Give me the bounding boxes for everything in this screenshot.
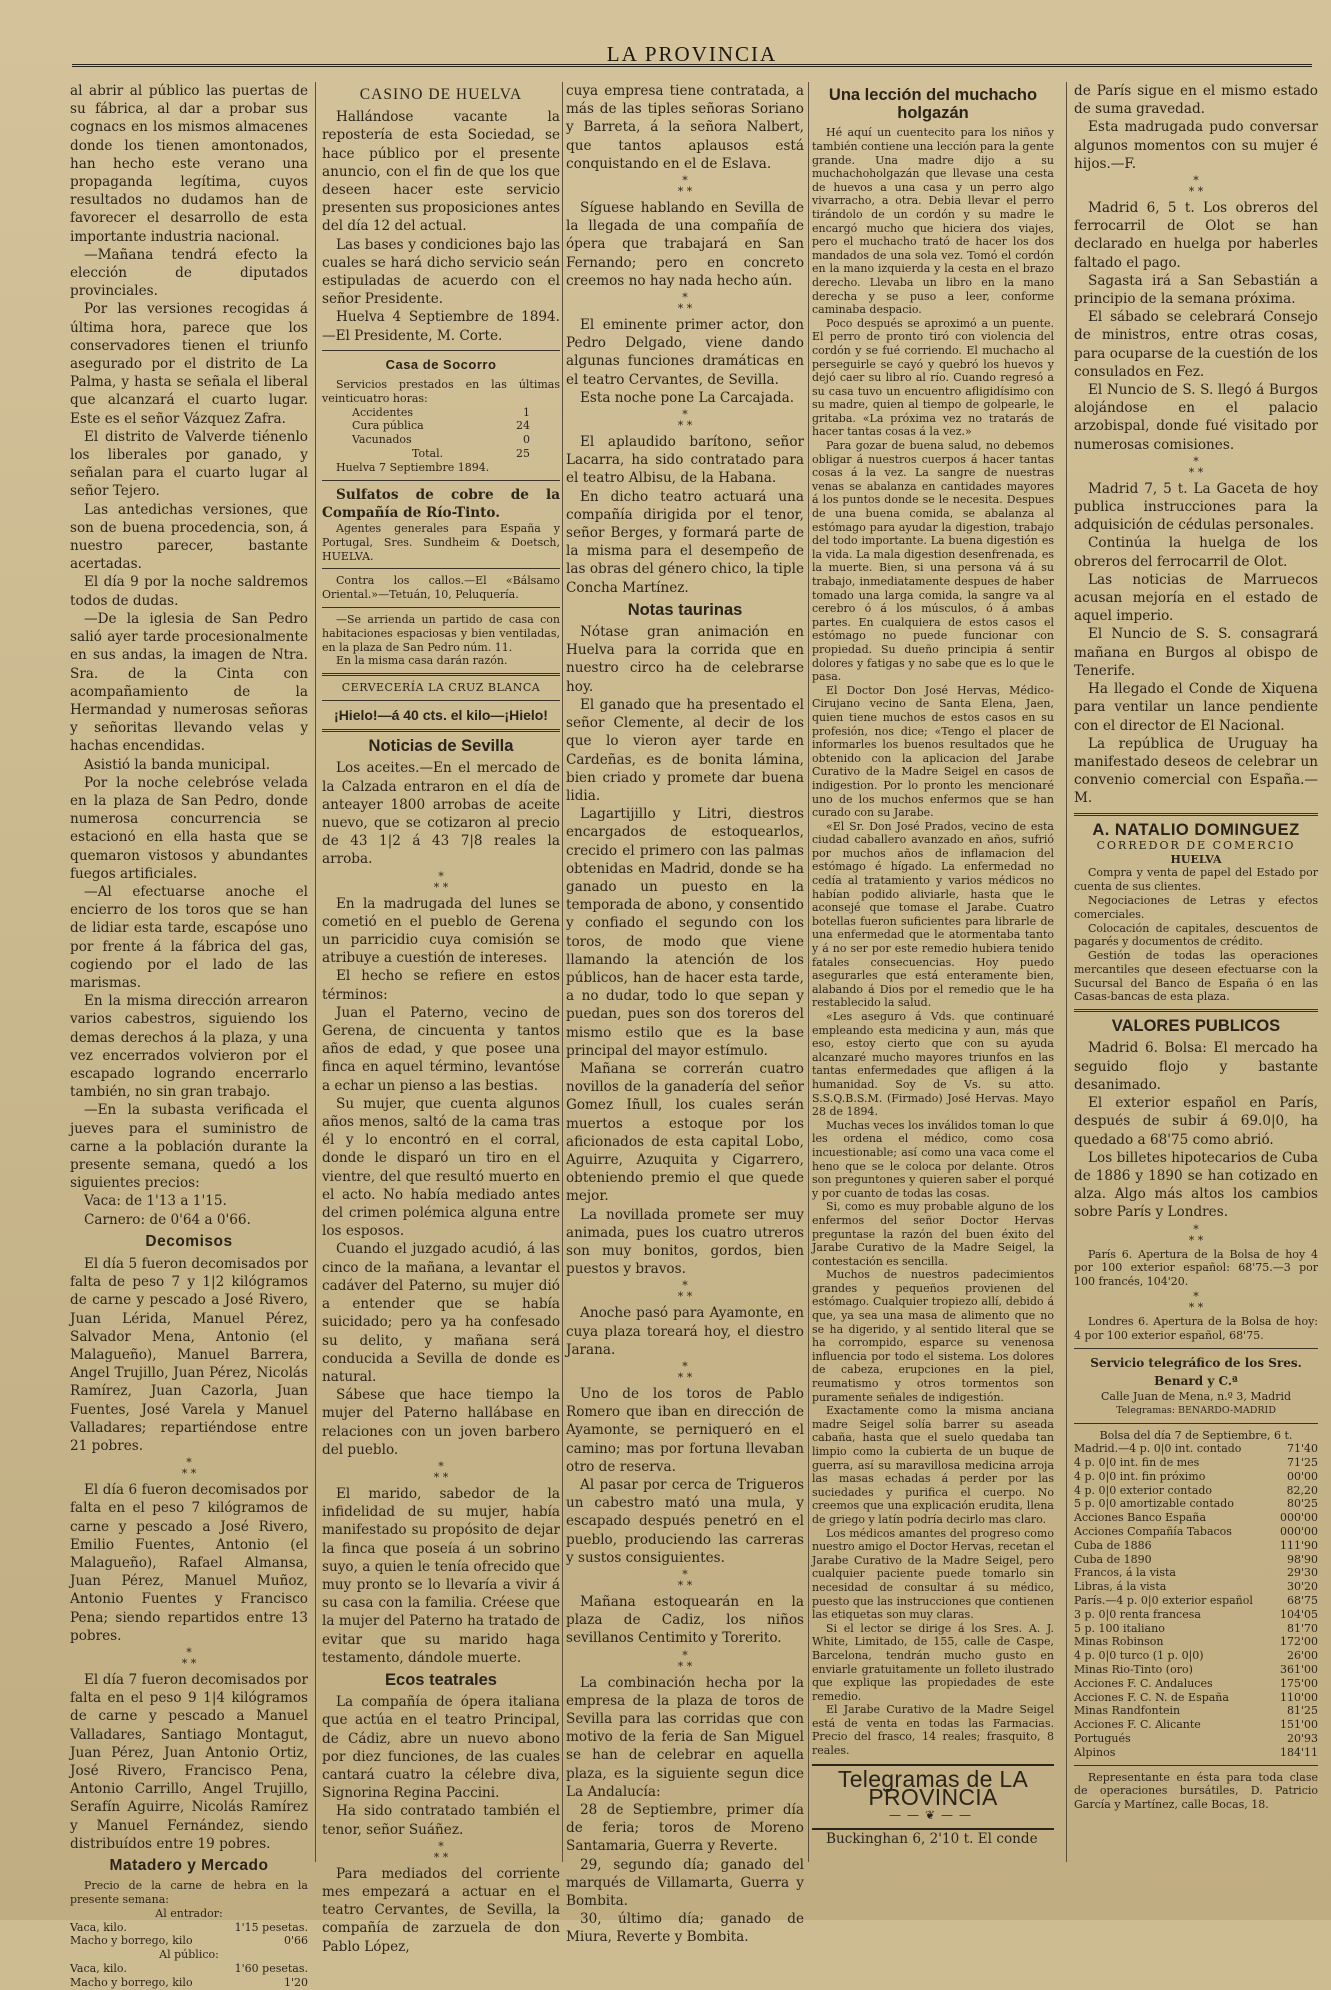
paragraph: París 6. Apertura de la Bolsa de hoy 4 por 100 exterior español: 68'75.—3 por 100 francés, 104'20. [1074, 1247, 1318, 1289]
section-heading-decomisos: Decomisos [145, 1232, 233, 1250]
paragraph: Lagartijillo y Litri, diestros encargados de estoquearlos, crecido el primero con las palmas obtenidas en Madrid, donde se ha ganado un puesto en la temporada de abono, y consentido y confiado el segundo con los toros, de modo que viene llamando la atención de los públicos, han de hacer esta tarde, a no dudar, todo lo que sepan y puedan, pues son dos toreros del mismo estilo que es la base principal del mayor estímulo. [566, 806, 804, 1059]
divider [322, 480, 560, 481]
divider [1074, 1423, 1318, 1424]
bolsa-label: Francos, á la vista [1074, 1566, 1176, 1580]
bolsa-label: París.—4 p. 0|0 exterior español [1074, 1594, 1253, 1608]
paragraph: Las noticias de Marruecos acusan mejoría en el estado de aquel imperio. [1074, 571, 1318, 625]
asterism: * * * [1188, 1222, 1204, 1247]
bolsa-row [1074, 1442, 1318, 1456]
paragraph: —De la iglesia de San Pedro salió ayer tarde procesionalmente en sus andas, la imagen de Ntra. Sra. de la Cinta con acompañamiento de la Hermandad y numerosas señoras y señoritas llevando velas y hachas encendidas. [70, 610, 308, 755]
price-value: 1'20 [283, 1975, 308, 1989]
paragraph: El Nuncio de S. S. llegó á Burgos alojándose en el palacio arzobispal, donde fué visitado por numerosas comisiones. [1074, 382, 1318, 453]
paragraph: El distrito de Valverde tiénenlo los liberales por ganado, y señalan para el cuarto lugar al señor Tejero. [70, 428, 308, 500]
price-label: Macho y borrego, kilo [70, 1934, 193, 1948]
paragraph: Sábese que hace tiempo la mujer del Paterno hallábase en relaciones con un joven barbero del pueblo. [322, 1387, 560, 1458]
paragraph: —Se arrienda un partido de casa con habitaciones espaciosas y bien ventiladas, en la plaza de San Pedro núm. 11. [322, 613, 560, 654]
telegramas-header [812, 1764, 1054, 1831]
bolsa-row [1074, 1470, 1318, 1484]
cerveceria-heading: CERVECERÍA LA CRUZ BLANCA [341, 681, 541, 695]
paragraph: Cuando el juzgado acudió, á las cinco de la mañana, a levantar el cadáver del Paterno, su mujer dió a entender que se había suicidado; pero ya ha confesado su delito, y mañana será conducida a Sevilla de donde es natural. [322, 1241, 560, 1385]
paragraph: Continúa la huelga de los obreros del ferrocarril de Olot. [1074, 535, 1318, 570]
asterism: * * * [433, 1839, 449, 1864]
column-4 [812, 82, 1054, 1862]
bolsa-row [1074, 1622, 1318, 1636]
asterism: * * * [677, 291, 693, 316]
paragraph: Sulfatos de cobre de la Compañía de Río-Tinto. [322, 486, 560, 521]
paragraph: —Mañana tendrá efecto la elección de diputados provinciales. [70, 246, 308, 300]
asterism: * * * [677, 408, 693, 433]
bolsa-label: Minas Rio-Tinto (oro) [1074, 1663, 1193, 1677]
paragraph: Para mediados del corriente mes empezará a actuar en el teatro Cervantes, de Sevilla, la compañía de zarzuela de don Pablo López, [322, 1865, 560, 1955]
paragraph: Asistió la banda municipal. [84, 756, 271, 773]
bolsa-row [1074, 1553, 1318, 1567]
paragraph: Si, como es muy probable alguno de los enfermos del señor Doctor Hervas preguntase la razón del buen éxito del Jarabe Curativo de la Madre Seigel, la contestación es sencilla. [812, 1200, 1054, 1268]
bolsa-row [1074, 1497, 1318, 1511]
asterism: * * * [433, 869, 449, 894]
bolsa-value: 110'00 [1279, 1690, 1318, 1704]
service-address: Calle Juan de Mena, n.º 3, Madrid [1100, 1389, 1292, 1403]
bolsa-label: Alpinos [1074, 1745, 1116, 1759]
asterism: * * * [677, 1360, 693, 1384]
bolsa-row [1074, 1732, 1318, 1746]
divider [1074, 1348, 1318, 1349]
paragraph: El marido, sabedor de la infidelidad de su mujer, había manifestado su propósito de dejar la finca que poseía á un sobrino suyo, a quien le tenía ofrecido que muy pronto se lo llevaría a vivir á su casa con la familia. Créese que la mujer del Paterno ha tratado de evitar que su marido haga testamento, dándole muerte. [322, 1485, 560, 1666]
bolsa-value: 111'90 [1279, 1538, 1318, 1552]
asterism: * * * [677, 1568, 693, 1593]
paragraph: El hecho se refiere en estos términos: [322, 968, 560, 1003]
stat-value: 1 [523, 405, 530, 419]
bolsa-value: 000'00 [1279, 1511, 1318, 1525]
paragraph: La república de Uruguay ha manifestado deseos de celebrar un convenio comercial con España.—M. [1074, 735, 1318, 807]
paragraph: Compra y venta de papel del Estado por cuenta de sus clientes. [1074, 866, 1318, 894]
bolsa-value: 80'25 [1286, 1497, 1318, 1511]
bolsa-label: 5 p. 0|0 amortizable contado [1074, 1497, 1234, 1511]
bolsa-row [1074, 1608, 1318, 1622]
paragraph: «El Sr. Don José Prados, vecino de esta ciudad caballero avanzado en años, sufrió por muchos años de inflamacion del estómago é hígado. La enfermedad no cedía al tratamiento y varios médicos no habían podido aliviarle, hasta que le aconsejé que tomase el Jarabe. Cuatro botellas fueron suficientes para librarle de una enfermedad que le atormentaba tanto y á no ser por este remedio hubiera tenido fatales consecuencias. Hoy puedo asegurarles que está enteramente bien, alabando á Dios por el remedio que le ha restablecido la salud. [812, 819, 1054, 1010]
column-3 [566, 82, 804, 1946]
bolsa-label: 4 p. 0|0 int. fin próximo [1074, 1469, 1206, 1483]
column-rule [562, 82, 563, 1862]
bolsa-label: Acciones F. C. N. de España [1074, 1690, 1229, 1704]
paragraph: Si el lector se dirige á los Sres. A. J. White, Limitado, de 155, calle de Caspe, Barcelona, tendrán mucho gusto en enviarle gratuitamente un folleto ilustrado que explique las propiedades de este remedio. [812, 1621, 1054, 1703]
paragraph: 30, último día; ganado de Miura, Reverte y Bombita. [566, 1911, 804, 1946]
paragraph: El ganado que ha presentado el señor Clemente, al decir de los que lo vieron ayer tarde en Cardeñas, es de bonita lámina, bien criado y promete dar buena lidia. [566, 696, 804, 804]
price-value: 1'15 pesetas. [234, 1920, 308, 1934]
bolsa-row [1074, 1663, 1318, 1677]
paragraph: La compañía de ópera italiana que actúa en el teatro Principal, de Cádiz, abre un nuevo abono por diez funciones, de las cuales cantará cuatro la célebre diva, Signorina Regina Paccini. [322, 1694, 560, 1802]
divider [322, 700, 560, 701]
paragraph: cuya empresa tiene contratada, a más de las tiples señoras Soriano y Barreta, á la señora Nalbert, que tantos aplausos está conquistando en el de Eslava. [566, 83, 804, 172]
paragraph: El día 7 fueron decomisados por falta en el peso 9 1|4 kilógramos de carne y pescado a Manuel Valladares, Santiago Montagut, Juan Pérez, Juan Antonio Ortiz, José Rivero, Francisco Pena, Antonio Carrillo, Angel Trujillo, Serafín Aguirre, Nicolás Ramírez y Manuel Fernández, siendo distribuídos entre 19 pobres. [70, 1672, 308, 1852]
paragraph: Negociaciones de Letras y efectos comerciales. [1074, 893, 1318, 921]
paragraph: El día 6 fueron decomisados por falta en el peso 7 kilógramos de carne y pescado a José Rivero, Emilio Fuentes, Antonio (el Malagueño), Rafael Almansa, Juan Pérez, Manuel Muñoz, Antonio Fuentes y Francisco Pena; siendo repartidos entre 13 pobres. [70, 1482, 308, 1644]
paragraph: Vaca: de 1'13 a 1'15. [84, 1193, 227, 1210]
paragraph: Madrid 7, 5 t. La Gaceta de hoy publica instrucciones para la adquisición de cédulas personales. [1074, 480, 1318, 534]
bolsa-table [1074, 1429, 1318, 1760]
bolsa-value: 26'00 [1286, 1649, 1318, 1663]
stat-label: Vacunados [352, 433, 412, 447]
service-title: Servicio telegráfico de los Sres. Benard y C.ª [1090, 1355, 1302, 1388]
paragraph: El eminente primer actor, don Pedro Delgado, viene dando algunas funciones dramáticas en el teatro Cervantes, de Sevilla. [566, 317, 804, 388]
divider [1074, 1765, 1318, 1766]
ornament: ——❦—— [888, 1808, 978, 1823]
price-subheading: Al entrador: [155, 1906, 223, 1920]
section-heading-matadero: Matadero y Mercado [109, 1857, 269, 1875]
asterism: * * * [181, 1646, 197, 1671]
paragraph: Por la noche celebróse velada en la plaza de San Pedro, donde numerosa concurrencia se estacionó en ella hasta que se quemaron vistosos y abundantes fuegos artificiales. [70, 774, 308, 882]
asterism: * * * [677, 1279, 693, 1304]
article-heading: Una lección del muchacho holgazán [828, 86, 1038, 123]
bolsa-label: 5 p. 100 italiano [1074, 1621, 1165, 1635]
paragraph: Esta madrugada pudo conversar algunos momentos con su mujer é hijos.—F. [1074, 119, 1318, 172]
paragraph: Por las versiones recogidas á última hora, parece que los conservadores tienen el triunfo asegurado por el distrito de La Palma, y hasta se señala el liberal que alcanzará el cuarto lugar. Este es el señor Vázquez Zafra. [70, 301, 308, 427]
paragraph: Madrid 6, 5 t. Los obreros del ferrocarril de Olot se han declarado en huelga por haberles faltado el pago. [1074, 200, 1318, 271]
paragraph: Hé aquí un cuentecito para los niños y también contiene una lección para la gente grande. Una madre dijo a su muchachoholgazán que llevase una cesta de huevos a una casa y un perro algo vivarracho, a otra. Debia llevar el perro tirándolo de un cordón y su madre le encargó mucho que hiciera dos viajes, pero el muchacho trató de hacer los dos mandados de una sola vez. Tomó el cordón en la mano izquierda y la cesta en el brazo derecho. Llevaba un libro en la mano derecha y se puso a leer, conforme caminaba despacio. [812, 126, 1054, 317]
bolsa-value: 175'00 [1279, 1676, 1318, 1690]
paragraph: Londres 6. Apertura de la Bolsa de hoy: 4 por 100 exterior español, 68'75. [1074, 1314, 1318, 1342]
casino-heading: CASINO DE HUELVA [359, 86, 523, 103]
paragraph: «Les aseguro á Vds. que continuaré empleando esta medicina y aun, más que eso, estoy cierto que con su ayuda alcanzaré mucho mayores triunfos en las tantas enfermedades que afligen á la humanidad. Soy de Vs. su atto. S.S.Q.B.S.M. (Firmado) José Hervas. Mayo 28 de 1894. [812, 1010, 1054, 1119]
divider [322, 673, 560, 676]
divider [1074, 813, 1318, 816]
stat-value: 0 [523, 433, 530, 447]
telegramas-title: Telegramas de LA PROVINCIA [837, 1765, 1029, 1810]
divider [322, 350, 560, 351]
paragraph: Agentes generales para España y Portugal, Sres. Sundheim & Doetsch, HUELVA. [322, 522, 560, 563]
price-label: Vaca, kilo. [70, 1962, 127, 1976]
paragraph: Mañana estoquearán en la plaza de Cadiz, los niños sevillanos Centimito y Torerito. [566, 1594, 804, 1647]
column-1 [70, 82, 308, 1989]
column-rule [808, 82, 809, 1862]
masthead-rule [72, 64, 1312, 67]
bolsa-row [1074, 1456, 1318, 1470]
bolsa-value: 184'11 [1279, 1745, 1318, 1759]
stat-label: Accidentes [352, 405, 413, 419]
paragraph: 28 de Septiembre, primer día de feria; toros de Moreno Santamaria, Guerra y Reverte. [566, 1802, 804, 1855]
paragraph: Los médicos amantes del progreso como nuestro amigo el Doctor Hervas, recetan el Jarabe Curativo de la Madre Seigel, pero cualquier paciente puede tomarlo sin necesidad de consultar á su médico, puesto que las instrucciones que contienen las etiquetas son muy claras. [812, 1526, 1054, 1622]
bolsa-row [1074, 1511, 1318, 1525]
paragraph: La novillada promete ser muy animada, pues los cuatro utreros son muy bonitos, gordos, bien puestos y bravos. [566, 1206, 804, 1278]
bolsa-row [1074, 1580, 1318, 1594]
paragraph: 29, segundo día; ganado del marqués de Villamarta, Guerra y Bombita. [566, 1856, 804, 1910]
ad-name: A. NATALIO DOMINGUEZ [1092, 820, 1300, 839]
bolsa-row [1074, 1746, 1318, 1760]
price-subheading: Al público: [159, 1948, 219, 1962]
paragraph: Exactamente como la misma anciana madre Seigel solía barrer su aseada cabaña, hasta que el suelo quedaba tan limpio como la cubierta de un buque de guerra, así su maravillosa medicina arroja las masas echadas á perder por las suciedades y purifica el cuerpo. No creemos que una explicación erudita, llena de griego y latín podría decirlo mas claro. [812, 1404, 1054, 1526]
bolsa-label: Acciones F. C. Alicante [1074, 1718, 1201, 1732]
asterism: * * * [677, 1648, 693, 1673]
paragraph: —Al efectuarse anoche el encierro de los toros que se han de lidiar esta tarde, escapóse uno por frente á la fábrica del gas, cogiendo por el lado de las marismas. [70, 883, 308, 991]
paragraph: Buckinghan 6, 2'10 t. El conde [826, 1831, 1038, 1848]
paragraph: de París sigue en el mismo estado de suma gravedad. [1074, 83, 1318, 118]
bolsa-value: 30'20 [1286, 1580, 1318, 1594]
paragraph: El día 9 por la noche saldremos todos de dudas. [70, 574, 308, 609]
ad-city: HUELVA [1170, 852, 1222, 866]
bolsa-row [1074, 1594, 1318, 1608]
bolsa-row [1074, 1704, 1318, 1718]
paragraph: En la misma casa darán razón. [336, 654, 508, 668]
paragraph: Madrid 6. Bolsa: El mercado ha seguido flojo y bastante desanimado. [1074, 1040, 1318, 1093]
paragraph: El día 5 fueron decomisados por falta de peso 7 y 1|2 kilógramos de carne y pescado a José Rivero, Juan Lérida, Manuel Pérez, Salvador Mena, Antonio (el Malagueño), Manuel Barrera, Angel Trujillo, Juan Pérez, Nicolás Ramírez, Juan Cazorla, Juan Fuentes, José Varela y Manuel Valladares; repartiéndose entre 21 pobres. [70, 1256, 308, 1455]
paragraph: Hallándose vacante la repostería de esta Sociedad, se hace público por el presente anuncio, con el fin de que los que deseen hacer este servicio presenten sus proposiciones antes del día 12 del actual. [322, 109, 560, 235]
paragraph: Al pasar por cerca de Trigueros un cabestro mató una mula, y escapado después penetró en el pueblo, produciendo las carreras y sustos consiguientes. [566, 1477, 804, 1566]
ad-subtitle: CORREDOR DE COMERCIO [1096, 838, 1296, 852]
bolsa-row [1074, 1691, 1318, 1705]
stat-label: Total. [412, 447, 444, 461]
paragraph: Representante en ésta para toda clase de operaciones bursátiles, D. Patricio García y Martínez, calle Bocas, 18. [1074, 1770, 1318, 1812]
paragraph: al abrir al público las puertas de su fábrica, al dar a probar sus cognacs en los mismos almacenes donde los tienen amontonados, han hecho este verano una propaganda legítima, cuyos resultados no dudamos han de favorecer el desarrollo de esta importante industria nacional. [70, 83, 308, 245]
asterism: * * * [1188, 1289, 1204, 1314]
bolsa-row [1074, 1525, 1318, 1539]
paragraph: La combinación hecha por la empresa de la plaza de toros de Sevilla para las corridas que con motivo de la feria de San Miguel se han de celebrar en aquella plaza, es la siguiente segun dice La Andalucía: [566, 1674, 804, 1800]
paragraph: Muchos de nuestros padecimientos grandes y pequeños provienen del estómago. Cualquier tropiezo allí, debido á que, ya sea una masa de alimento que no se ha digerido, y al sentido literal que se ha corrompido, esparce su venenosa influencia por todo el sistema. Los dolores de cabeza, erupciones en la piel, reumatismo y otros tormentos son puramente señales de indigestión. [812, 1268, 1054, 1404]
stat-value: 24 [516, 419, 530, 433]
bolsa-value: 000'00 [1279, 1525, 1318, 1539]
bolsa-value: 71'25 [1286, 1456, 1318, 1470]
bolsa-label: Acciones Banco España [1074, 1511, 1207, 1525]
paragraph: Las antedichas versiones, que son de buena procedencia, son, á nuestro parecer, bastante acertadas. [70, 501, 308, 573]
bolsa-label: 3 p. 0|0 renta francesa [1074, 1607, 1201, 1621]
paragraph: El exterior español en París, después de subir á 69.0|0, ha quedado a 68'75 como abrió. [1074, 1095, 1318, 1148]
paragraph: Para gozar de buena salud, no debemos obligar á nuestros cuerpos á hacer tantas cosas á la vez. La sangre de nuestras venas se abalanza en cantidades mayores á los puntos donde se le necesita. Despues de una buena comida, se abalanza al estómago para ayudar la digestion, trabajo del todo importante. La buena digestión es la vida. La mala digestion desenfrenada, es la muerte. Bien, si una persona vá á su trabajo, inmediatamente despues de haber tomado una larga comida, la sangre va al cerebro ó á los músculos, ó á ambas partes. En cualquiera de estos casos el estómago no puede funcionar con propiedad. Su dueño principia á sentir dolores y fatigas y no sabe que es lo que le pasa. [812, 439, 1054, 684]
paragraph: El aplaudido barítono, señor Lacarra, ha sido contratado para el teatro Albisu, de la Habana. [566, 434, 804, 487]
bolsa-value: 81'25 [1286, 1704, 1318, 1718]
paragraph: Anoche pasó para Ayamonte, en cuya plaza toreará hoy, el diestro Jarana. [566, 1305, 804, 1358]
bolsa-value: 361'00 [1279, 1663, 1318, 1677]
price-label: Macho y borrego, kilo [70, 1975, 193, 1989]
paragraph: Ha llegado el Conde de Xiquena para ventilar un lance pendiente con el director de El Nacional. [1074, 681, 1318, 734]
hielo-ad: ¡Hielo!—á 40 cts. el kilo—¡Hielo! [334, 707, 548, 723]
paragraph: Gestión de todas las operaciones mercantiles que deseen efectuarse con la Sucursal del Banco de España ó en las Casas-bancas de esta plaza. [1074, 949, 1318, 1004]
asterism: * * * [1188, 454, 1204, 479]
paragraph: Los aceites.—En el mercado de la Calzada entraron en el día de anteayer 1800 arrobas de aceite nuevo, que se cotizaron al precio de 43 1|2 á 43 7|8 reales la arroba. [322, 760, 560, 868]
bolsa-heading: Bolsa del día 7 de Septiembre, 6 t. [1099, 1428, 1293, 1442]
divider [322, 729, 560, 732]
section-heading-ecos: Ecos teatrales [385, 1670, 497, 1689]
bolsa-label: Madrid.—4 p. 0|0 int. contado [1074, 1442, 1242, 1456]
bolsa-label: Cuba de 1886 [1074, 1538, 1152, 1552]
column-5 [1074, 82, 1318, 1862]
bolsa-row [1074, 1649, 1318, 1663]
price-value: 0'66 [283, 1934, 308, 1948]
paragraph: Su mujer, que cuenta algunos años menos, saltó de la cama tras él y lo encontró en el corral, donde le disparó un tiro en el vientre, del que resultó muerto en el acto. No había mediado antes del crimen polémica alguna entre los esposos. [322, 1095, 560, 1240]
column-rule [1066, 82, 1067, 1862]
paragraph: Contra los callos.—El «Bálsamo Oriental.»—Tetuán, 10, Peluquería. [322, 574, 560, 602]
paragraph: El sábado se celebrará Consejo de ministros, entre otras cosas, para ocuparse de la cuestión de los consulados en Fez. [1074, 309, 1318, 380]
paragraph: Ha sido contratado también el tenor, señor Suáñez. [322, 1803, 560, 1838]
paragraph: Poco después se aproximó a un puente. El perro de pronto tiró con violencia del cordón y se fué corriendo. El muchacho al perseguirle se cayó y quebró los huevos y dejó caer su libro al río. Cuando regresó a su casa tuvo un encuentro afligidísimo con su madre, quien al tiempo de golpearle, le gritaba. «La próxima vez no tratarás de hacer tantas cosas á la vez.» [812, 316, 1054, 439]
paragraph: Precio de la carne de hebra en la presente semana: [70, 1879, 308, 1907]
price-value: 1'60 pesetas. [234, 1962, 308, 1976]
paragraph: Muchas veces los inválidos toman lo que les ordena el médico, como cosa incuestionable; así como una vaca come el heno que se le coloca por delante. Otros son preguntones y quieren saber el porqué y por cuanto de todas las cosas. [812, 1118, 1054, 1200]
bolsa-value: 98'90 [1286, 1552, 1318, 1566]
paragraph: Esta noche pone La Carcajada. [580, 389, 795, 406]
bolsa-value: 29'30 [1286, 1566, 1318, 1580]
bolsa-row [1074, 1635, 1318, 1649]
paragraph: En dicho teatro actuará una compañía dirigida por el tenor, señor Berges, y formará parte de la misma para el desempeño de las obras del género chico, la tiple Concha Martínez. [566, 488, 804, 596]
paragraph: Huelva 4 Septiembre de 1894.—El Presidente, M. Corte. [322, 309, 560, 344]
bolsa-label: Cuba de 1890 [1074, 1552, 1152, 1566]
paragraph: —En la subasta verificada el jueves para el suministro de carne a la población durante la presente semana, quedó a los siguientes precios: [70, 1102, 308, 1192]
paragraph: Mañana se correrán cuatro novillos de la ganadería del señor Gomez Iñull, los cuales serán muertos a estoque por los aficionados de esta capital Lobo, Aguirre, Azuquita y Cigarrero, obteniendo premio el que quede mejor. [566, 1060, 804, 1205]
paragraph: Los billetes hipotecarios de Cuba de 1886 y 1890 se han cotizado en alza. Algo más altos los cambios sobre París y Londres. [1074, 1149, 1318, 1221]
bolsa-label: Portugués [1074, 1732, 1131, 1746]
paragraph: Uno de los toros de Pablo Romero que iban en dirección de Ayamonte, se perniqueró en el camino; mas por fortuna llevaban otro de reserva. [566, 1386, 804, 1475]
divider [322, 568, 560, 569]
asterism: * * * [181, 1456, 197, 1481]
bolsa-row [1074, 1677, 1318, 1691]
paragraph: El Nuncio de S. S. consagrará mañana en Burgos al obispo de Tenerife. [1074, 626, 1318, 679]
divider [322, 607, 560, 608]
bolsa-label: Minas Randfontein [1074, 1704, 1181, 1718]
bolsa-value: 20'93 [1286, 1732, 1318, 1746]
section-heading-valores: VALORES PUBLICOS [1111, 1017, 1281, 1036]
section-heading-taurinas: Notas taurinas [627, 600, 743, 619]
paragraph: Servicios prestados en las últimas veinticuatro horas: [322, 378, 560, 405]
paragraph: Sagasta irá a San Sebastián a principio de la semana próxima. [1074, 272, 1318, 308]
paragraph: Síguese hablando en Sevilla de la llegada de una compañía de ópera que trabajará en San Fernando; pero en concreto creemos no hay nada hecho aún. [566, 200, 804, 289]
asterism: * * * [1188, 174, 1204, 199]
bolsa-label: 4 p. 0|0 exterior contado [1074, 1483, 1213, 1497]
price-label: Vaca, kilo. [70, 1920, 127, 1934]
stat-label: Cura pública [352, 419, 424, 433]
bolsa-label: Acciones F. C. Andaluces [1074, 1676, 1213, 1690]
bolsa-label: Acciones Compañía Tabacos [1074, 1525, 1232, 1539]
bolsa-row [1074, 1718, 1318, 1732]
bolsa-label: 4 p. 0|0 turco (1 p. 0|0) [1074, 1649, 1204, 1663]
column-rule [315, 82, 316, 1862]
paragraph: Nótase gran animación en Huelva para la corrida que en nuestro circo ha de celebrarse hoy. [566, 624, 804, 695]
divider [1074, 1009, 1318, 1012]
bolsa-value: 00'00 [1286, 1469, 1318, 1483]
bolsa-row [1074, 1566, 1318, 1580]
bolsa-value: 71'40 [1286, 1442, 1318, 1456]
paragraph: Carnero: de 0'64 a 0'66. [84, 1211, 251, 1228]
paragraph: El Jarabe Curativo de la Madre Seigel está de venta en todas las Farmacias. Precio del frasco, 14 reales; frasquito, 8 reales. [812, 1703, 1054, 1758]
bolsa-row [1074, 1484, 1318, 1498]
masthead [72, 36, 1312, 76]
paragraph: Juan el Paterno, vecino de Gerena, de cincuenta y tantos años de edad, y que posee una finca en aquel término, levantóse a echar un pienso a las bestias. [322, 1004, 560, 1094]
paragraph: El Doctor Don José Hervas, Médico-Cirujano vecino de Santa Elena, Jaen, quien tiene muchos de estos casos en su profesión, nos dice; «Tengo el placer de informarles los buenos resultados que he obtenido con la aplicacion del Jarabe Curativo de la Madre Seigel en casos de indigestion. Por lo pronto les mencionaré uno de los muchos enfermos que se han curado con su Jarabe. [812, 683, 1054, 820]
paragraph: Las bases y condiciones bajo las cuales se hará dicho servicio seán estipuladas de acuerdo con el señor Presidente. [322, 236, 560, 308]
bolsa-value: 104'05 [1279, 1607, 1318, 1621]
bolsa-value: 68'75 [1286, 1594, 1318, 1608]
section-heading-sevilla: Noticias de Sevilla [368, 737, 514, 756]
bolsa-value: 82,20 [1286, 1483, 1318, 1497]
bolsa-value: 81'70 [1286, 1621, 1318, 1635]
socorro-heading: Casa de Socorro [385, 356, 497, 372]
bolsa-value: 151'00 [1279, 1718, 1318, 1732]
paragraph: Huelva 7 Septiembre 1894. [336, 460, 490, 474]
bolsa-label: 4 p. 0|0 int. fin de mes [1074, 1456, 1200, 1470]
column-2 [322, 82, 560, 1955]
paragraph: Colocación de capitales, descuentos de pagarés y documentos de crédito. [1074, 921, 1318, 949]
paragraph: En la madrugada del lunes se cometió en el pueblo de Gerena un parricidio cuya comisión se atribuye a cuestión de intereses. [322, 895, 560, 967]
asterism: * * * [677, 174, 693, 199]
stat-value: 25 [516, 447, 530, 461]
bolsa-label: Libras, á la vista [1074, 1580, 1167, 1594]
service-telegram: Telegramas: BENARDO-MADRID [1116, 1404, 1276, 1416]
asterism: * * * [433, 1459, 449, 1484]
bolsa-label: Minas Robinson [1074, 1635, 1164, 1649]
bolsa-row [1074, 1539, 1318, 1553]
newspaper-title: LA PROVINCIA [606, 42, 778, 66]
paragraph: En la misma dirección arrearon varios cabestros, siguiendo los demas derechos á la plaza, y una vez encerrados volvieron por el escapado logrando encerrarlo también, no sin gran trabajo. [70, 993, 308, 1101]
bolsa-value: 172'00 [1279, 1635, 1318, 1649]
